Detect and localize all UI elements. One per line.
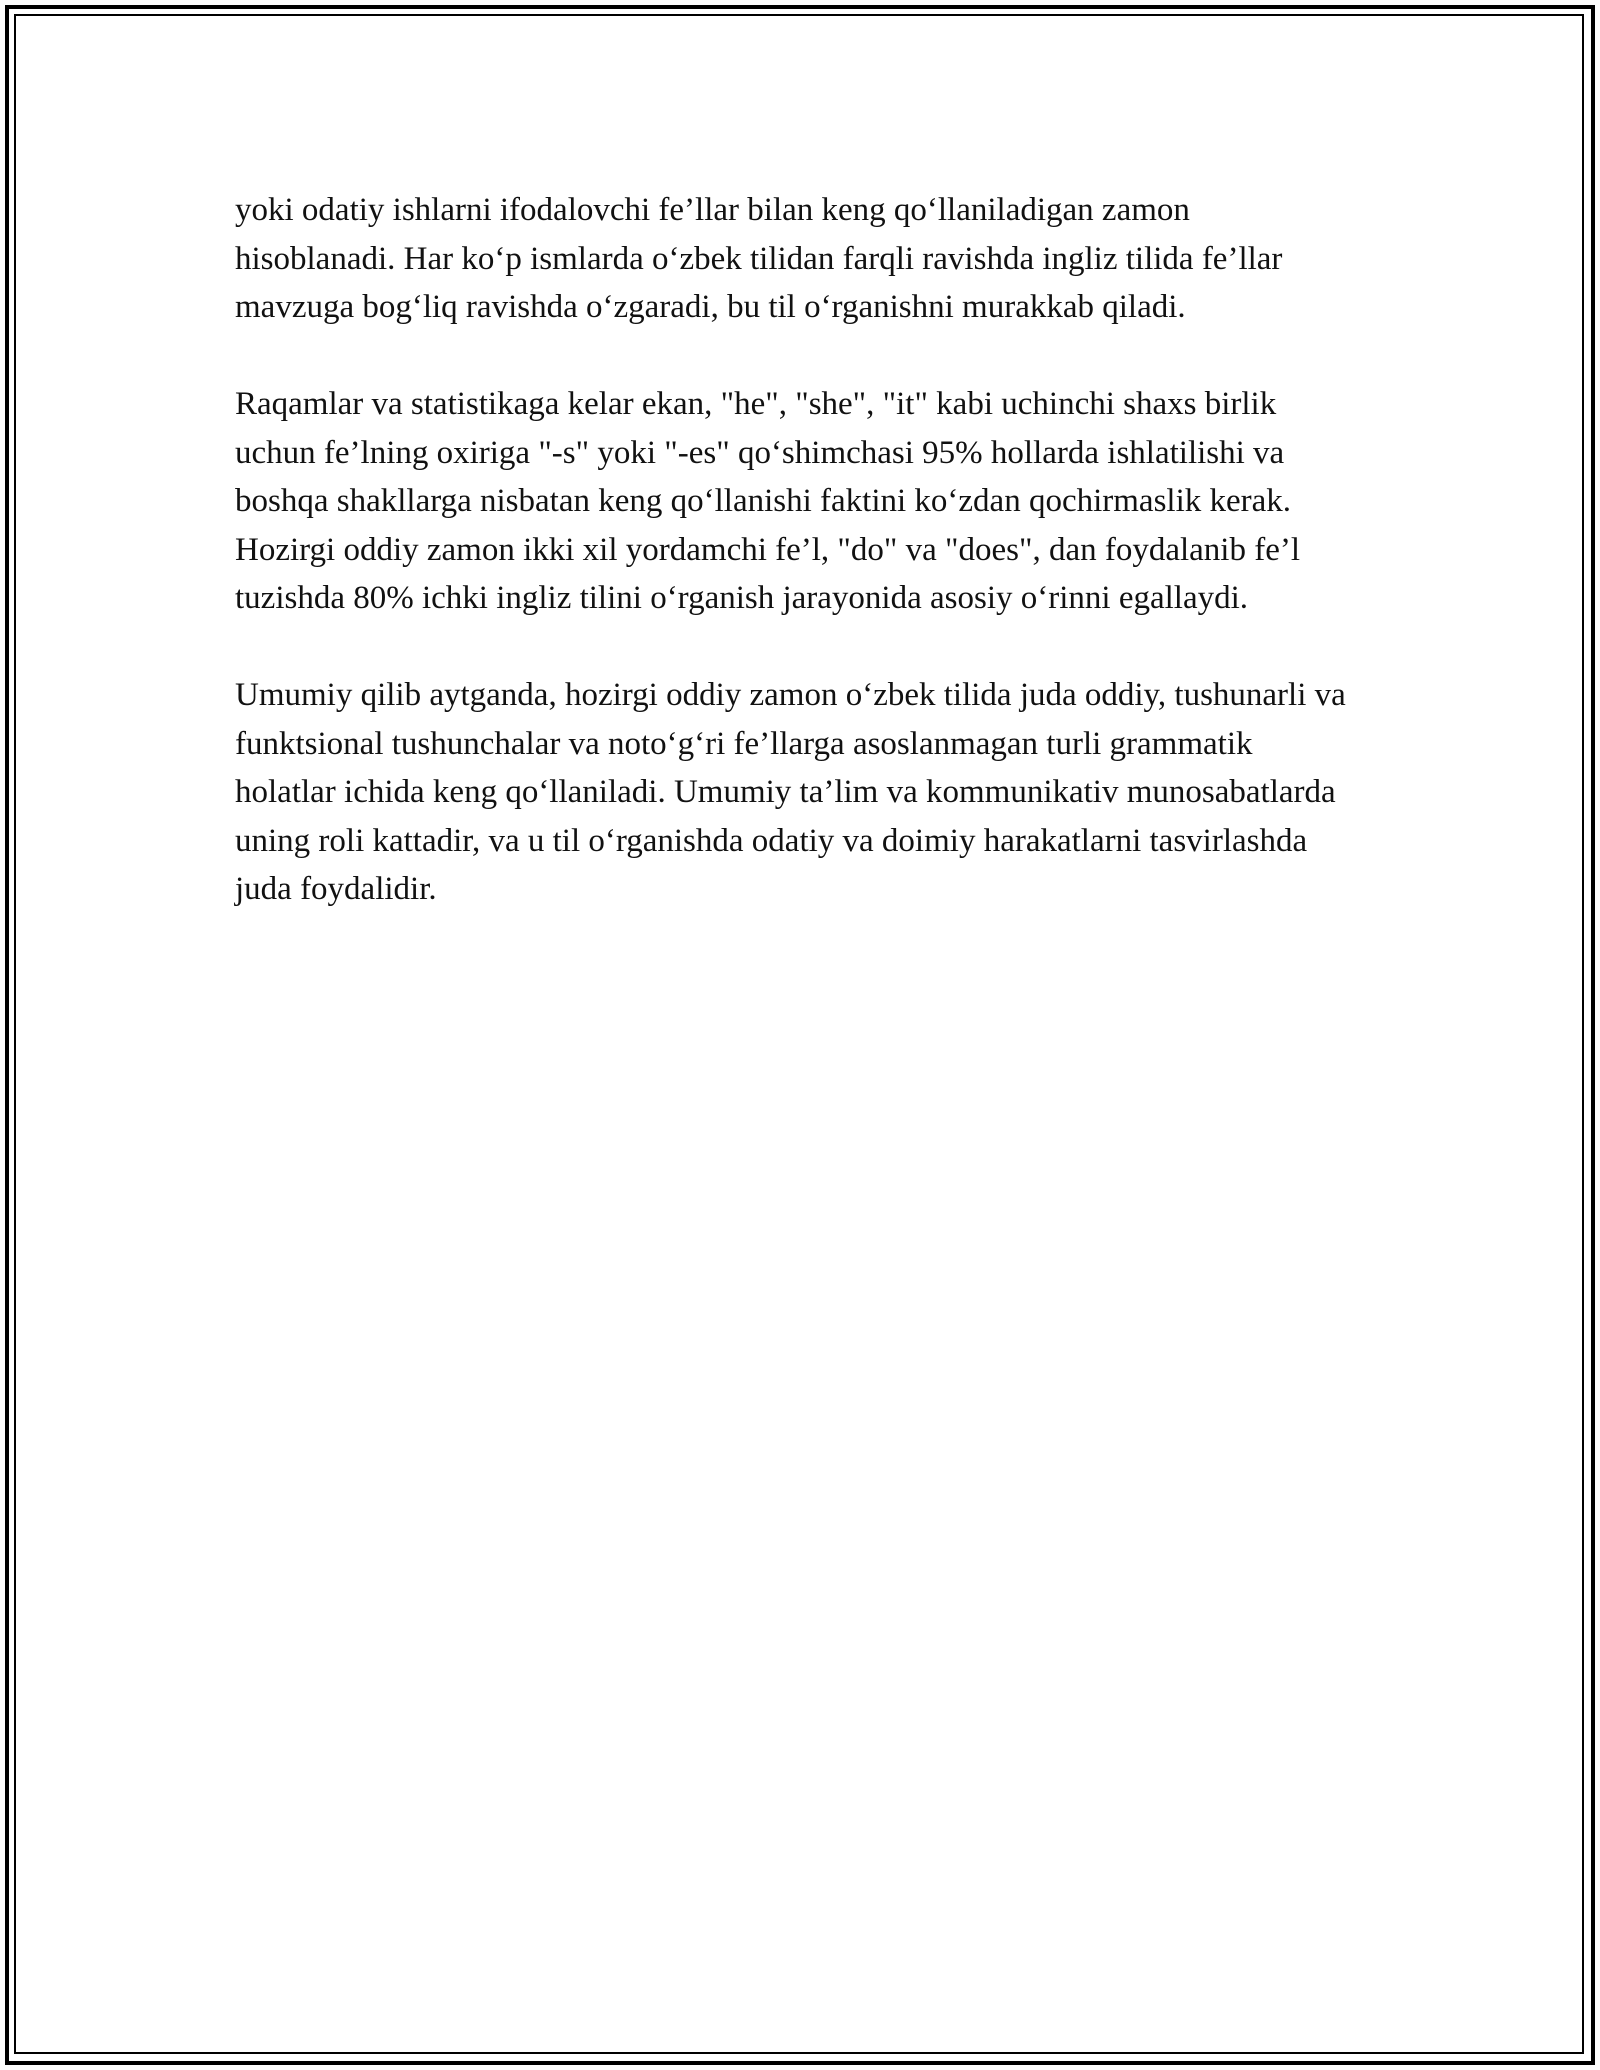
paragraph-2: Raqamlar va statistikaga kelar ekan, "he", "she", "it" kabi uchinchi shaxs birlik uchun fe’lning oxiriga "-s" yoki "-es" qo‘shimchasi 95% hollarda ishlatilishi va boshqa shakllarga nisbatan keng qo‘llanishi faktini ko‘zdan qochirmaslik kerak. Hozirgi oddiy zamon ikki xil yordamchi fe’l, "do" va "does", dan foydalanib fe’l tuzishda 80% ichki ingliz tilini o‘rganish jarayonida asosiy o‘rinni egallaydi. (235, 386, 1301, 616)
paragraph-3: Umumiy qilib aytganda, hozirgi oddiy zamon o‘zbek tilida juda oddiy, tushunarli va funktsional tushunchalar va noto‘g‘ri fe’llarga asoslanmagan turli grammatik holatlar ichida keng qo‘llaniladi. Umumiy ta’lim va kommunikativ munosabatlarda uning roli kattadir, va u til o‘rganishda odatiy va doimiy harakatlarni tasvirlashda juda foydalidir. (235, 677, 1346, 907)
paragraph-1: yoki odatiy ishlarni ifodalovchi fe’llar bilan keng qo‘llaniladigan zamon hisoblanadi. Har ko‘p ismlarda o‘zbek tilidan farqli ravishda ingliz tilida fe’llar mavzuga bog‘liq ravishda o‘zgaradi, bu til o‘rganishni murakkab qiladi. (235, 192, 1283, 325)
document-body (235, 186, 1355, 962)
